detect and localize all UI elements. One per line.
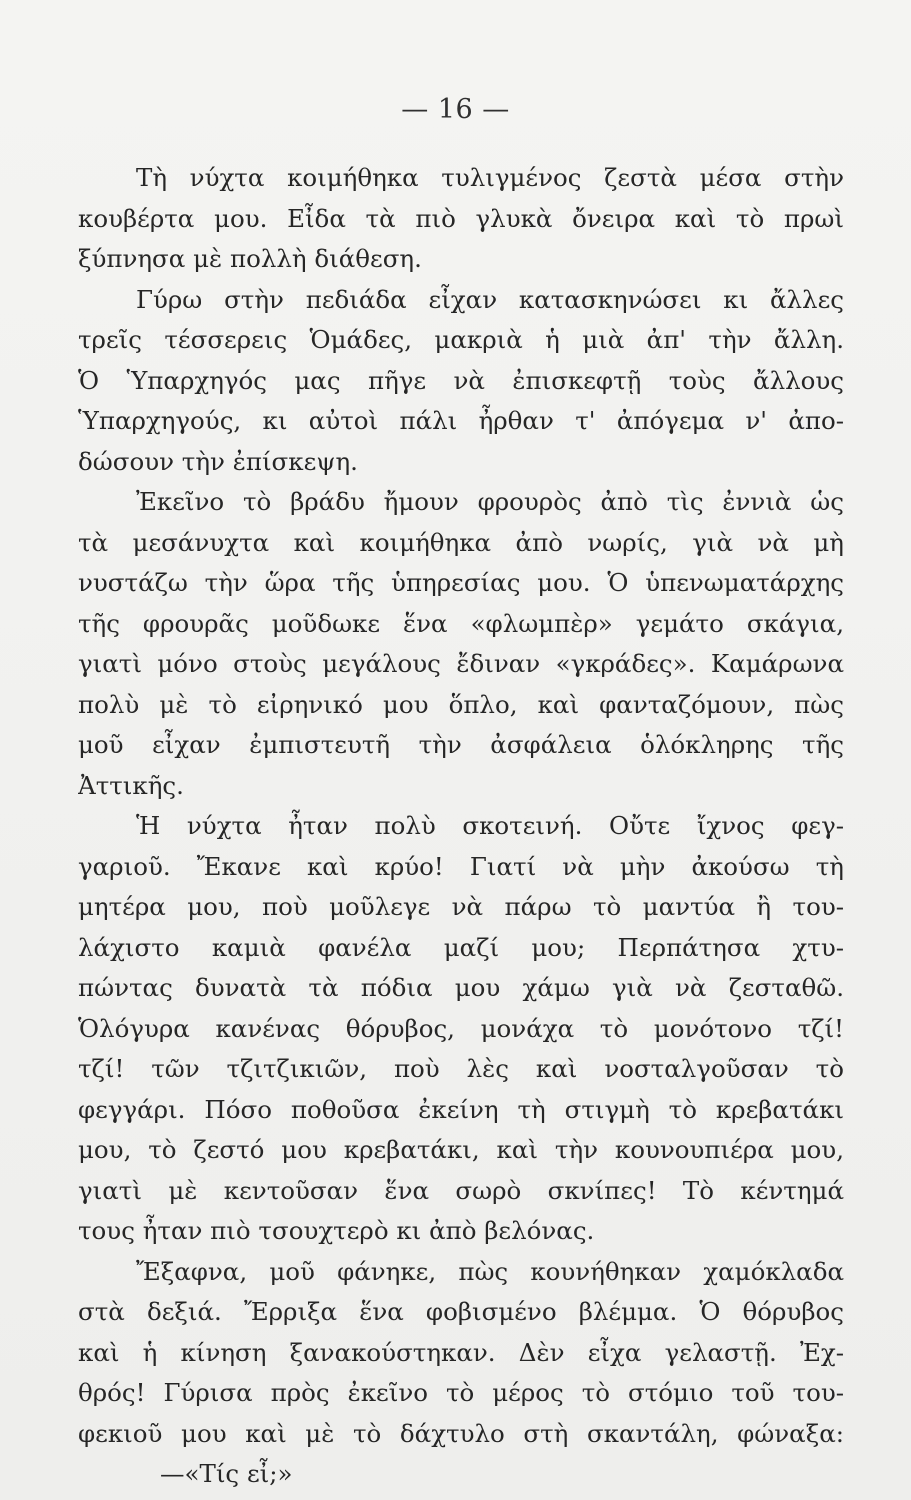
text-line: τζί! τῶν τζιτζικιῶν, ποὺ λὲς καὶ νοσταλγοῦσαν τὸ [78, 1054, 844, 1083]
text-line: στὰ δεξιά. Ἔρριξα ἕνα φοβισμένο βλέμμα. Ὁ θόρυβος [78, 1297, 844, 1326]
text-line: καὶ ἡ κίνηση ξανακούστηκαν. Δὲν εἶχα γελαστῇ. Ἐχ- [78, 1337, 844, 1367]
text-line: —«Τίς εἶ;» [160, 1459, 293, 1488]
text-line: δώσουν τὴν ἐπίσκεψη. [78, 446, 358, 476]
text-line: κουβέρτα μου. Εἶδα τὰ πιὸ γλυκὰ ὄνειρα καὶ τὸ πρωὶ [78, 203, 844, 233]
text-line: γαριοῦ. Ἔκανε καὶ κρύο! Γιατί νὰ μὴν ἀκούσω τὴ [78, 851, 844, 881]
text-line: νυστάζω τὴν ὥρα τῆς ὑπηρεσίας μου. Ὁ ὑπενωματάρχης [78, 568, 844, 597]
text-line: Τὴ νύχτα κοιμήθηκα τυλιγμένος ζεστὰ μέσα στὴν [136, 163, 844, 192]
text-line: πώντας δυνατὰ τὰ πόδια μου χάμω γιὰ νὰ ζεσταθῶ. [78, 973, 844, 1002]
text-line: γιατὶ μὲ κεντοῦσαν ἕνα σωρὸ σκνίπες! Τὸ κέντημά [78, 1175, 844, 1205]
text-line: λάχιστο καμιὰ φανέλα μαζί μου; Περπάτησα χτυ- [78, 932, 844, 962]
text-line: ξύπνησα μὲ πολλὴ διάθεση. [78, 244, 422, 273]
page-number: — 16 — [401, 94, 510, 125]
text-line: μοῦ εἶχαν ἐμπιστευτῆ τὴν ἀσφάλεια ὁλόκληρης τῆς [78, 730, 844, 759]
text-line: μητέρα μου, ποὺ μοῦλεγε νὰ πάρω τὸ μαντύα ἢ του- [78, 892, 844, 921]
text-line: τρεῖς τέσσερεις Ὁμάδες, μακριὰ ἡ μιὰ ἀπ' τὴν ἄλλη. [78, 325, 844, 354]
text-line: τὰ μεσάνυχτα καὶ κοιμήθηκα ἀπὸ νωρίς, γιὰ νὰ μὴ [78, 527, 844, 557]
text-line: τῆς φρουρᾶς μοῦδωκε ἕνα «φλωμπὲρ» γεμάτο σκάγια, [78, 608, 844, 638]
text-line: τους ἦταν πιὸ τσουχτερὸ κι ἀπὸ βελόνας. [78, 1216, 595, 1245]
text-line: πολὺ μὲ τὸ εἰρηνικό μου ὅπλο, καὶ φανταζόμουν, πὼς [78, 689, 844, 719]
text-line: Ὑπαρχηγούς, κι αὐτοὶ πάλι ἦρθαν τ' ἀπόγεμα ν' ἀπο- [78, 406, 844, 435]
text-line: Ἔξαφνα, μοῦ φάνηκε, πὼς κουνήθηκαν χαμόκλαδα [136, 1256, 844, 1286]
body-text [78, 158, 844, 1495]
text-line: Γύρω στὴν πεδιάδα εἶχαν κατασκηνώσει κι ἄλλες [136, 284, 844, 314]
text-line: γιατὶ μόνο στοὺς μεγάλους ἔδιναν «γκράδες». Καμάρωνα [78, 649, 844, 678]
text-line: Ἀττικῆς. [78, 770, 184, 800]
text-line: Ὁ Ὑπαρχηγός μας πῆγε νὰ ἐπισκεφτῇ τοὺς ἄλλους [78, 365, 844, 395]
text-line: Ἐκεῖνο τὸ βράδυ ἤμουν φρουρὸς ἀπὸ τὶς ἐννιὰ ὡς [136, 487, 844, 516]
text-line: Ὁλόγυρα κανένας θόρυβος, μονάχα τὸ μονότονο τζί! [78, 1013, 844, 1043]
text-line: θρός! Γύρισα πρὸς ἐκεῖνο τὸ μέρος τὸ στόμιο τοῦ του- [78, 1378, 844, 1407]
text-line: μου, τὸ ζεστό μου κρεβατάκι, καὶ τὴν κουνουπιέρα μου, [78, 1135, 844, 1164]
text-line: Ἡ νύχτα ἦταν πολὺ σκοτεινή. Οὔτε ἴχνος φεγ- [136, 811, 844, 840]
text-line: φεγγάρι. Πόσο ποθοῦσα ἐκείνη τὴ στιγμὴ τὸ κρεβατάκι [78, 1094, 844, 1124]
text-line: φεκιοῦ μου καὶ μὲ τὸ δάχτυλο στὴ σκαντάλη, φώναξα: [78, 1418, 844, 1448]
